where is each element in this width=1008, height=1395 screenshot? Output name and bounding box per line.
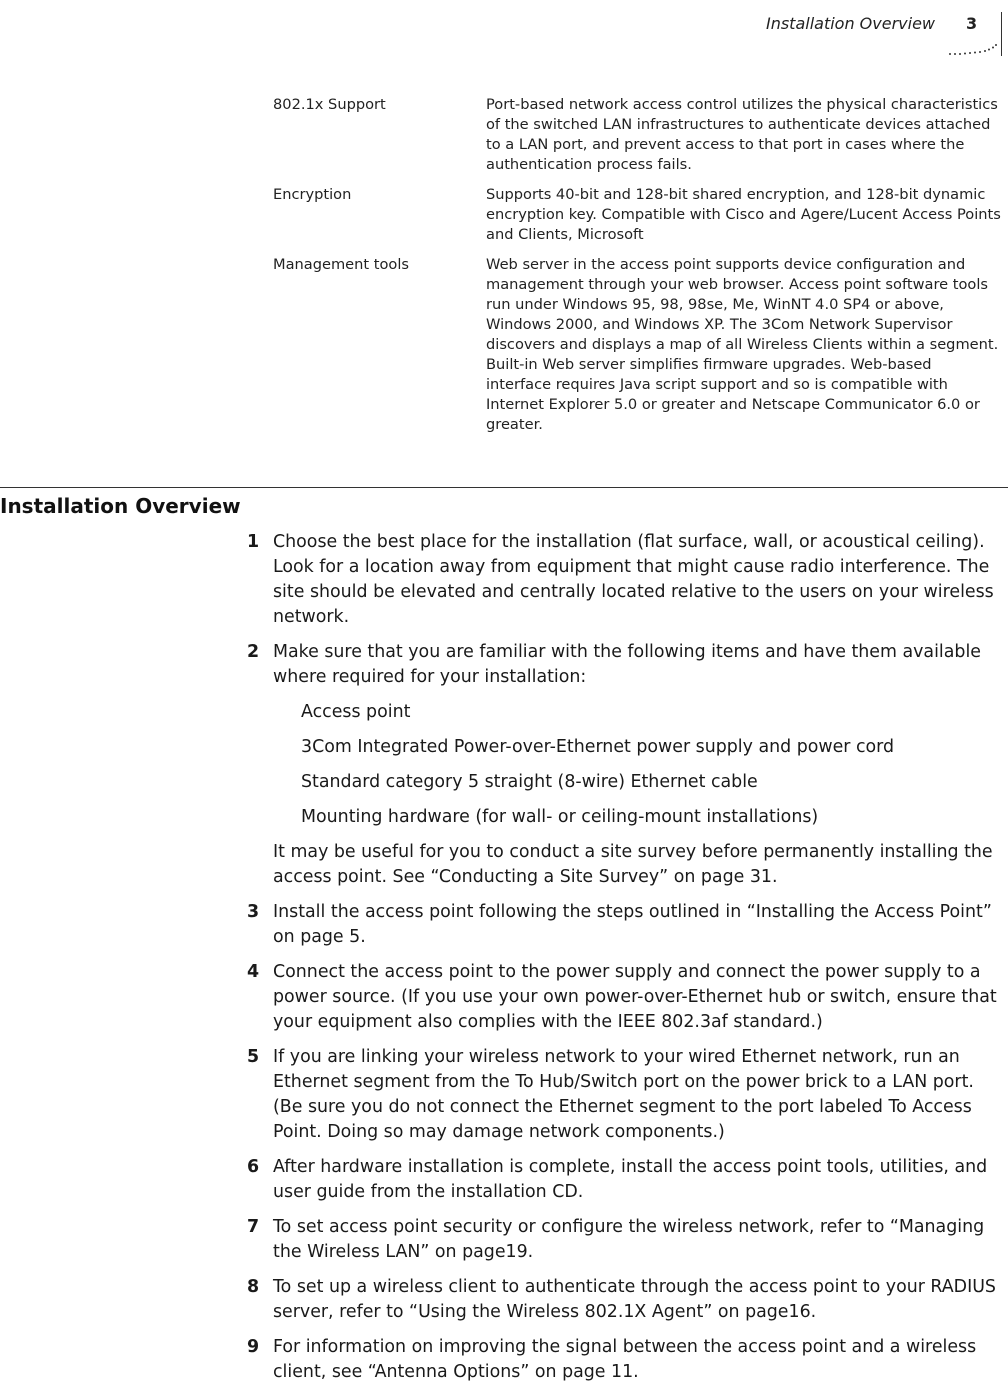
spec-label: 802.1x Support (273, 96, 386, 113)
installation-steps (243, 530, 1005, 1395)
spec-row (273, 95, 1003, 175)
step-item (243, 530, 1005, 630)
spec-row (273, 255, 1003, 435)
step-number: 3 (247, 902, 260, 922)
step-number: 5 (247, 1047, 260, 1067)
spec-description: Port-based network access control utilizes the physical characteristics of the switched LAN infrastructures to authenticate devices attached to a LAN port, and prevent access to that port in cases where the authentication process fails. (486, 96, 998, 173)
running-header-title: Installation Overview (765, 14, 935, 33)
step-text: Make sure that you are familiar with the following items and have them available where required for your installation: (273, 642, 981, 687)
step-item (243, 1215, 1005, 1265)
step-item (243, 1275, 1005, 1325)
step-text: To set access point security or configure the wireless network, refer to “Managing the Wireless LAN” on page19. (273, 1217, 985, 1262)
section-heading: Installation Overview (0, 494, 241, 518)
list-item: Access point (301, 702, 411, 722)
list-item: Mounting hardware (for wall- or ceiling-mount installations) (301, 807, 819, 827)
step-item (243, 900, 1005, 950)
spec-description: Web server in the access point supports device configuration and management through your web browser. Access point software tools run under Windows 95, 98, 98se, Me, WinNT 4.0 SP4 or above, Windows 2000, and Windows XP. The 3Com Network Supervisor discovers and displays a map of all Wireless Clients within a segment. Built-in Web server simplifies firmware upgrades. Web-based interface requires Java script support and so is compatible with Internet Explorer 5.0 or greater and Netscape Communicator 6.0 or greater. (486, 256, 999, 433)
step-number: 8 (247, 1277, 260, 1297)
dotted-arc-ornament-icon (948, 42, 998, 58)
spec-row (273, 185, 1003, 245)
page-number: 3 (966, 14, 978, 33)
step-number: 9 (247, 1337, 260, 1357)
step-text: If you are linking your wireless network to your wired Ethernet network, run an Ethernet segment from the To Hub/Switch port on the power brick to a LAN port. (Be sure you do not connect the Ethernet segment to the port labeled To Access Point. Doing so may damage network components.) (273, 1047, 974, 1142)
step-number: 6 (247, 1157, 260, 1177)
step-text: For information on improving the signal between the access point and a wireless client, see “Antenna Options” on page 11. (273, 1337, 977, 1382)
step-text: Choose the best place for the installation (flat surface, wall, or acoustical ceiling). Look for a location away from equipment that might cause radio interference. The site should be elevated and centrally located relative to the users on your wireless network. (273, 532, 994, 627)
spec-label: Encryption (273, 186, 352, 203)
step-item (243, 960, 1005, 1035)
list-item: 3Com Integrated Power-over-Ethernet power supply and power cord (301, 737, 895, 757)
step-item (243, 1155, 1005, 1205)
step-number: 2 (247, 642, 260, 662)
step-text: To set up a wireless client to authenticate through the access point to your RADIUS server, refer to “Using the Wireless 802.1X Agent” on page16. (273, 1277, 996, 1322)
spec-label: Management tools (273, 256, 410, 273)
step-text: Connect the access point to the power supply and connect the power supply to a power source. (If you use your own power-over-Ethernet hub or switch, ensure that your equipment also complies with the IEEE 802.3af standard.) (273, 962, 997, 1032)
step-number: 1 (247, 532, 260, 552)
header-vertical-rule (1001, 12, 1002, 56)
site-survey-note: It may be useful for you to conduct a site survey before permanently installing the access point. See “Conducting a Site Survey” on page 31. (273, 842, 993, 887)
running-header (0, 12, 1008, 58)
spec-table (273, 95, 1003, 445)
step-number: 7 (247, 1217, 260, 1237)
list-item: Standard category 5 straight (8-wire) Ethernet cable (301, 772, 758, 792)
spec-description: Supports 40-bit and 128-bit shared encryption, and 128-bit dynamic encryption key. Compatible with Cisco and Agere/Lucent Access Points and Clients, Microsoft (486, 186, 1001, 243)
section-divider (0, 487, 1008, 488)
step-item (243, 1045, 1005, 1145)
step-number: 4 (247, 962, 260, 982)
step-item (243, 640, 1005, 690)
step-text: After hardware installation is complete, install the access point tools, utilities, and user guide from the installation CD. (273, 1157, 988, 1202)
step-text: Install the access point following the steps outlined in “Installing the Access Point” on page 5. (273, 902, 992, 947)
step-item (243, 1335, 1005, 1385)
required-items-list (243, 700, 1005, 830)
